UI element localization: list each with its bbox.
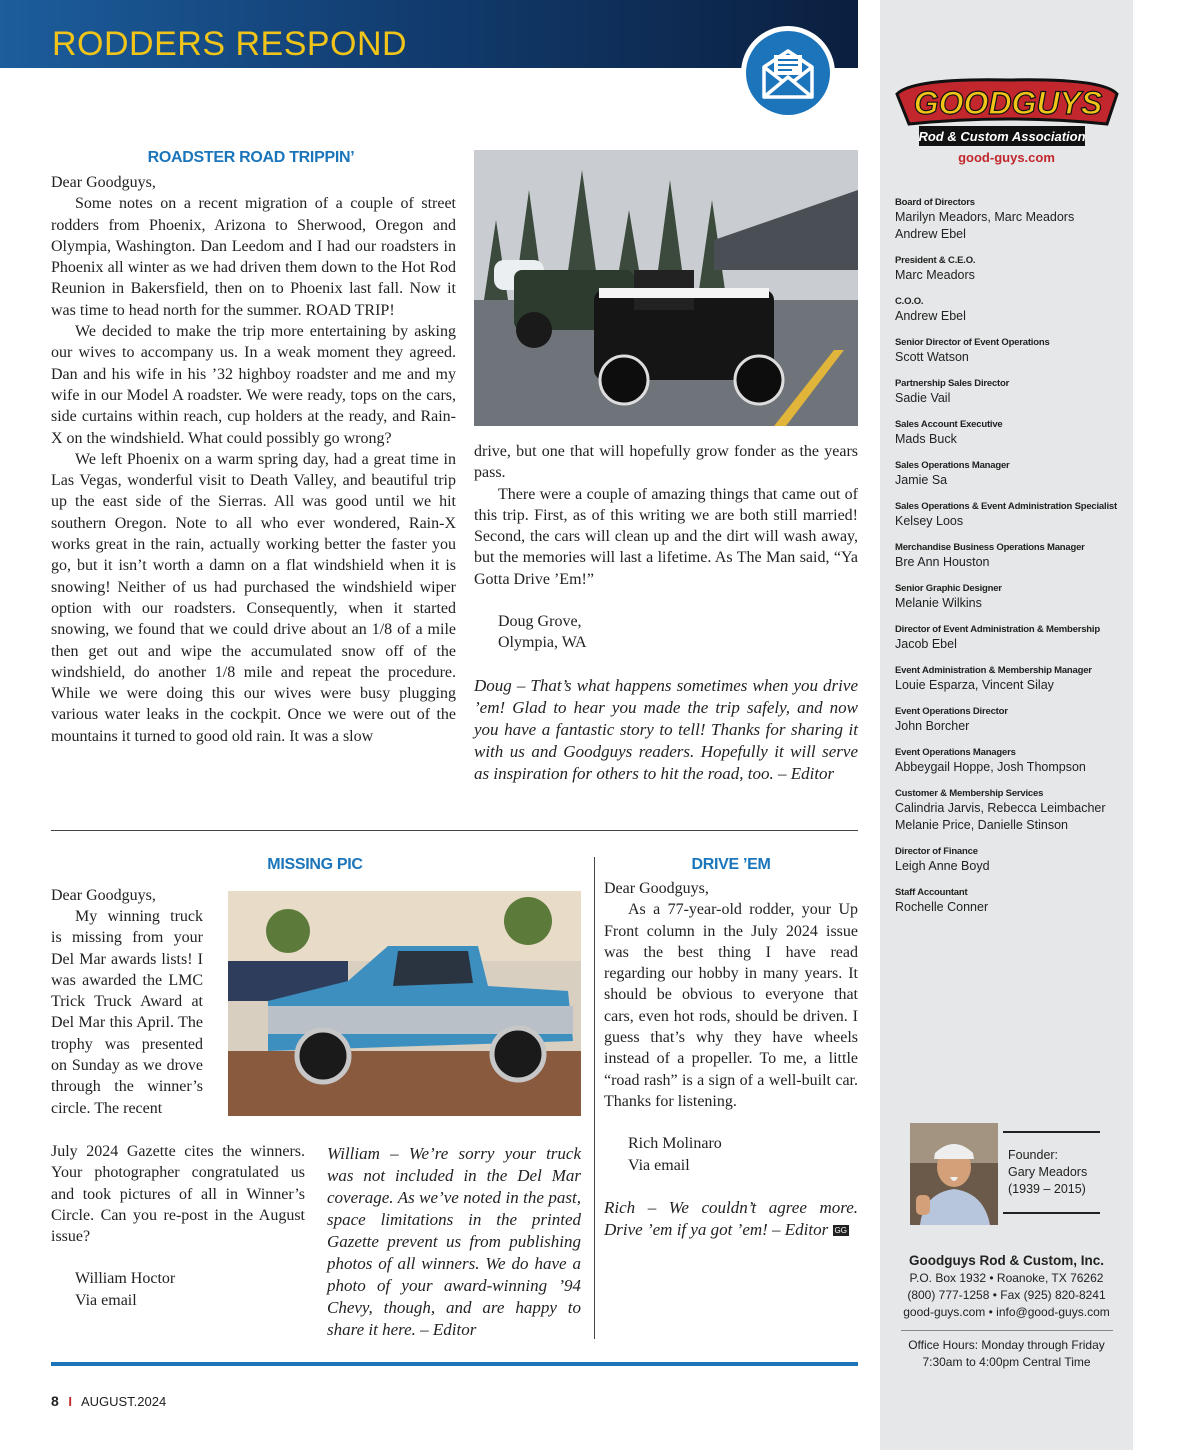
staff-names: Melanie Wilkins [895, 596, 982, 610]
staff-role: Event Operations Managers [895, 747, 1016, 758]
founder-rule-top [1003, 1131, 1100, 1133]
company-divider [901, 1330, 1113, 1331]
footer-separator: I [68, 1394, 73, 1409]
article2-salutation: Dear Goodguys, [51, 887, 156, 904]
gg-end-mark: GG [834, 1226, 847, 1236]
staff-role: Director of Event Administration & Membership [895, 624, 1100, 635]
staff-role: Sales Operations Manager [895, 460, 1010, 471]
logo-tagline: Rod & Custom Association [918, 129, 1086, 144]
hours-days: Monday through Friday [981, 1338, 1105, 1352]
article2-body-wrap [51, 906, 203, 1141]
staff-role: Sales Operations & Event Administration Specialist [895, 501, 1117, 512]
founder-photo [910, 1123, 998, 1225]
article1-paragraph: Some notes on a recent migration of a couple of street rodders from Phoenix, Arizona to Sherwood, Oregon and Olympia, Washington. Dan Leedom and I had our roadsters in Phoenix all winter as we had driven them down to the Hot Rod Reunion in Bakersfield, then on to Phoenix last fall. Now it was time to head north for the summer. ROAD TRIP! [51, 195, 456, 319]
staff-role: Event Administration & Membership Manager [895, 665, 1092, 676]
staff-role: Partnership Sales Director [895, 378, 1010, 389]
article3-signature-location: Via email [628, 1156, 690, 1174]
article3-editor-reply [604, 1197, 858, 1241]
staff-role: Director of Finance [895, 846, 978, 857]
staff-names: Rochelle Conner [895, 900, 989, 914]
section-divider [51, 830, 858, 831]
logo-wordmark: GOODGUYS [913, 85, 1103, 121]
article2-signature-location: Via email [75, 1291, 137, 1309]
page-footer [51, 1393, 166, 1409]
company-web[interactable]: good-guys.com • info@good-guys.com [903, 1305, 1110, 1319]
staff-names: Calindria Jarvis, Rebecca Leimbacher Melanie Price, Danielle Stinson [895, 801, 1106, 832]
article2-body-narrow [51, 885, 203, 906]
article1-body-right [474, 441, 858, 785]
company-phones: (800) 777-1258 • Fax (925) 820-8241 [907, 1288, 1106, 1302]
article2-signature-name: William Hoctor [75, 1270, 176, 1288]
roadsters-in-snow-photo [474, 150, 858, 426]
staff-names: Abbeygail Hoppe, Josh Thompson [895, 760, 1086, 774]
article2-paragraph-wrapped: My winning truck is missing from your Del Mar awards lists! I was awarded the LMC Trick Truck Award at Del Mar this April. The trophy was presented on Sunday as we drove through the winner’s circle. The recent [51, 908, 203, 1117]
staff-role: Merchandise Business Operations Manager [895, 542, 1085, 553]
founder-label: Founder: [1008, 1148, 1059, 1162]
article3-body [604, 878, 858, 1241]
article3-salutation: Dear Goodguys, [604, 880, 709, 897]
page-number: 8 [51, 1393, 59, 1409]
founder-rule-bottom [1003, 1212, 1100, 1214]
staff-names: Andrew Ebel [895, 309, 966, 323]
staff-names: Jamie Sa [895, 473, 948, 487]
article2-paragraph-continued: July 2024 Gazette cites the winners. Your photographer congratulated us and took pictures of all in Winner’s Circle. Can you re-post in the August issue? [51, 1143, 305, 1246]
staff-names: Kelsey Loos [895, 514, 964, 528]
article1-salutation: Dear Goodguys, [51, 174, 156, 191]
column-divider [594, 857, 595, 1339]
hours-time: 7:30am to 4:00pm Central Time [922, 1355, 1091, 1369]
article2-heading: MISSING PIC [267, 856, 363, 873]
staff-role: Sales Account Executive [895, 419, 1003, 430]
article1-signature-name: Doug Grove, [498, 613, 582, 631]
staff-role: President & C.E.O. [895, 255, 976, 266]
article1-heading: ROADSTER ROAD TRIPPIN’ [147, 149, 355, 166]
article1-paragraph-continued: drive, but one that will hopefully grow fonder as the years pass. [474, 443, 858, 482]
staff-role: Staff Accountant [895, 887, 968, 898]
staff-directory [895, 196, 1127, 927]
article1-paragraph: We left Phoenix on a warm spring day, had a great time in Las Vegas, wonderful visit to Death Valley, and beautiful trip up the east side of the Sierras. All was good until we hit southern Oregon. Note to all who ever wondered, Rain-X works great in the rain, actually working better the faster you go, but it isn’t worth a damn on a flat windshield when it is snowing! Neither of us had purchased the windshield wiper option with our roadsters. Consequently, when it started snowing, we found that we could drive about an 1/8 of a mile then get out and wipe the accumulated snow off of the windshield, do another 1/8 mile and repeat the procedure. While we were doing this our wives were busy plugging various water leaks in the cockpit. Once we were out of the mountains it turned to good old rain. It was a slow [51, 450, 456, 745]
staff-role: C.O.O. [895, 296, 924, 307]
company-address: P.O. Box 1932 • Roanoke, TX 76262 [909, 1271, 1104, 1285]
article3-signature-name: Rich Molinaro [628, 1135, 722, 1153]
article1-paragraph: There were a couple of amazing things that came out of this trip. First, as of this writing we are both still married! Second, the cars will clean up and the dirt will wash away, but the memories will last a lifetime. As The Man said, “Ya Gotta Drive ’Em!” [474, 485, 858, 588]
staff-names: Jacob Ebel [895, 637, 957, 651]
logo-url[interactable]: good-guys.com [958, 150, 1055, 165]
founder-name: Gary Meadors [1008, 1165, 1088, 1179]
article2-body-full [51, 1141, 305, 1311]
staff-names: Sadie Vail [895, 391, 951, 405]
staff-names: Leigh Anne Boyd [895, 859, 990, 873]
company-name: Goodguys Rod & Custom, Inc. [909, 1253, 1104, 1268]
staff-names: Marilyn Meadors, Marc Meadors Andrew Ebel [895, 210, 1075, 241]
staff-names: Scott Watson [895, 350, 969, 364]
envelope-icon [741, 26, 835, 120]
staff-names: John Borcher [895, 719, 970, 733]
company-info [880, 1252, 1133, 1371]
founder-years: (1939 – 2015) [1008, 1182, 1086, 1196]
staff-names: Bre Ann Houston [895, 555, 990, 569]
article1-paragraph: We decided to make the trip more entertaining by asking our wives to accompany us. In a weak moment they agreed. Dan and his wife in his ’32 highboy roadster and me and my wife in our Model A roadster. We were ready, tops on the cars, side curtains within reach, cup holders at the ready, and Rain-X on the windshield. What could possibly go wrong? [51, 323, 456, 447]
article1-editor-reply: Doug – That’s what happens sometimes when you drive ’em! Glad to hear you made the trip safely, and now you have a fantastic story to tell! Thanks for sharing it with us and Goodguys readers. Hopefully it will serve as inspiration for others to hit the road, too. – Editor [474, 675, 858, 783]
staff-role: Customer & Membership Services [895, 788, 1044, 799]
staff-names: Louie Esparza, Vincent Silay [895, 678, 1054, 692]
article1-signature-location: Olympia, WA [498, 634, 587, 652]
issue-date: AUGUST.2024 [80, 1394, 167, 1409]
article3-heading: DRIVE ’EM [691, 856, 771, 873]
founder-caption [1008, 1147, 1108, 1198]
article3-editor-text: Rich – We couldn’t agree more. Drive ’em if ya got ’em! – Editor [604, 1197, 858, 1239]
staff-role: Board of Directors [895, 197, 975, 208]
article2-editor-reply: William – We’re sorry your truck was not included in the Del Mar coverage. As we’ve noted in the past, space limitations in the printed Gazette prevent us from publishing photos of all winners. We do have a photo of your award-winning ’94 Chevy, though, and are happy to share it here. – Editor [327, 1144, 581, 1339]
staff-role: Senior Director of Event Operations [895, 337, 1050, 348]
staff-role: Event Operations Director [895, 706, 1008, 717]
footer-rule [51, 1362, 858, 1366]
staff-role: Senior Graphic Designer [895, 583, 1002, 594]
article1-body-left [51, 172, 456, 747]
hours-label: Office Hours: [908, 1338, 979, 1352]
section-title: RODDERS RESPOND [52, 25, 408, 63]
chevy-truck-photo [228, 891, 581, 1116]
staff-names: Mads Buck [895, 432, 957, 446]
goodguys-logo [893, 74, 1123, 148]
article3-paragraph: As a 77-year-old rodder, your Up Front column in the July 2024 issue was the best thing I have read regarding our hobby in many years. It should be obvious to everyone that cars, even hot rods, should be driven. I guess that’s why they have wheels instead of a propeller. To me, a little “road rash” is a sign of a well-built car. Thanks for listening. [604, 901, 858, 1110]
staff-names: Marc Meadors [895, 268, 975, 282]
